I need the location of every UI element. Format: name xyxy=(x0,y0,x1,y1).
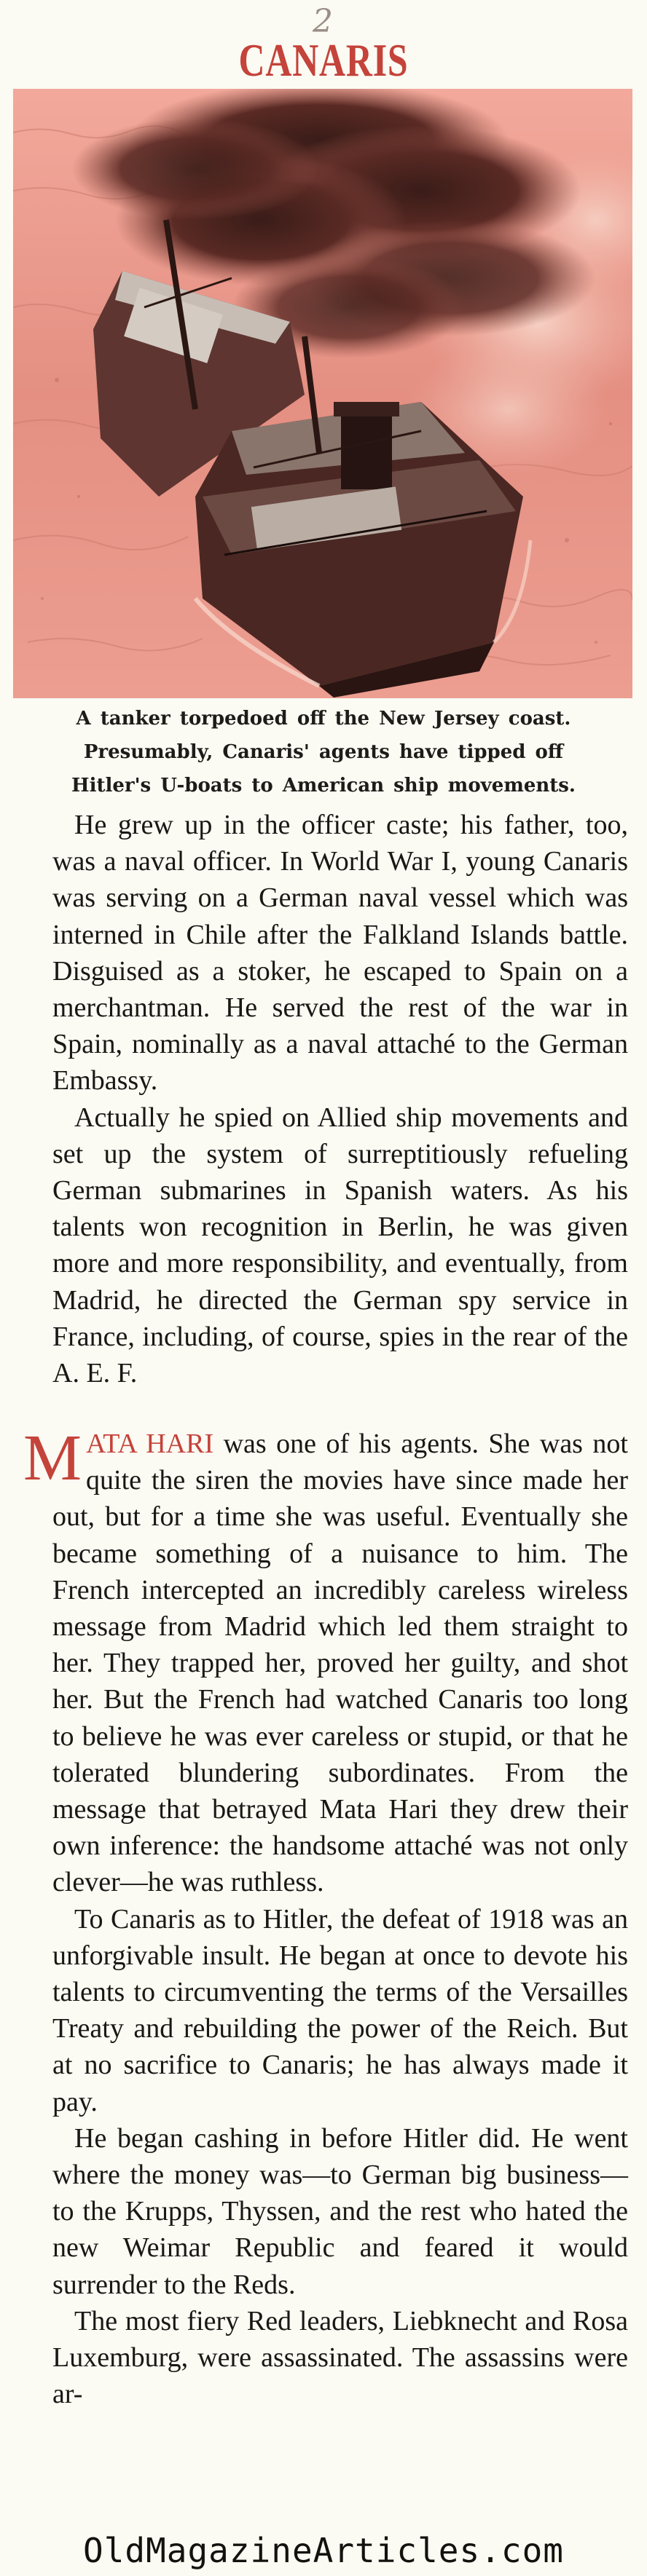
paragraph-1: He grew up in the officer caste; his father, too, was a naval officer. In World War I, young Canaris was serving on a German naval vessel which was interned in Chile after the Falkland Islands battle. Disguised as a stoker, he escaped to Spain on a merchantman. He served the rest of the war in Spain, nominally as a naval attaché to the German Embassy. xyxy=(52,810,628,1097)
caption-line-1: A tanker torpedoed off the New Jersey coast. xyxy=(76,708,571,730)
paragraph-3-text: was one of his agents. She was not quite the siren the movies have since made her out, but for a time she was useful. Eventually she became something of a nuisance to him. The French intercepted an incredibly careless wireless message from Madrid which led them straight to her. They trapped her, proved her guilty, and shot her. But the French had watched Canaris too long to believe he was ever careless or stupid, or that he tolerated blundering subordinates. From the message that betrayed Mata Hari they drew their own inference: the handsome attaché was not only clever—he was ruthless. xyxy=(52,1429,628,1898)
lead-in-caps: ATA HARI xyxy=(86,1429,214,1459)
page-title: CANARIS xyxy=(238,34,409,86)
paragraph-6: The most fiery Red leaders, Liebknecht and Rosa Luxemburg, were assassinated. The assassins were ar- xyxy=(52,2305,628,2410)
site-footer: OldMagazineArticles.com xyxy=(83,2531,564,2570)
article-section-1 xyxy=(52,807,628,1391)
caption-line-2: Presumably, Canaris' agents have tipped off xyxy=(83,741,564,763)
article-section-2 xyxy=(23,1422,628,2412)
caption-line-3: Hitler's U-boats to American ship movements. xyxy=(71,775,576,797)
paragraph-5: He began cashing in before Hitler did. He went where the money was—to German big business—to the Krupps, Thyssen, and the rest who hated the new Weimar Republic and feared it would surrender to the Reds. xyxy=(52,2122,628,2300)
photo-caption xyxy=(0,702,647,802)
paragraph-3 xyxy=(23,1422,628,1901)
paragraph-4: To Canaris as to Hitler, the defeat of 1918 was an unforgivable insult. He began at once to devote his talents to circumventing the terms of the Versailles Treaty and rebuilding the power of the Reich. But at no sacrifice to Canaris; he has always made it pay. xyxy=(52,1903,628,2117)
torpedoed-tanker-photo xyxy=(13,89,632,698)
drop-cap: M xyxy=(23,1422,82,1494)
tanker-illustration xyxy=(13,89,632,698)
page-number: 2 xyxy=(313,3,334,40)
paragraph-2: Actually he spied on Allied ship movements and set up the system of surreptitiously refueling German submarines in Spanish waters. As his talents won recognition in Berlin, he was given more and more responsibility, and eventually, from Madrid, he directed the German spy service in France, including, of course, spies in the rear of the A. E. F. xyxy=(52,1102,628,1389)
